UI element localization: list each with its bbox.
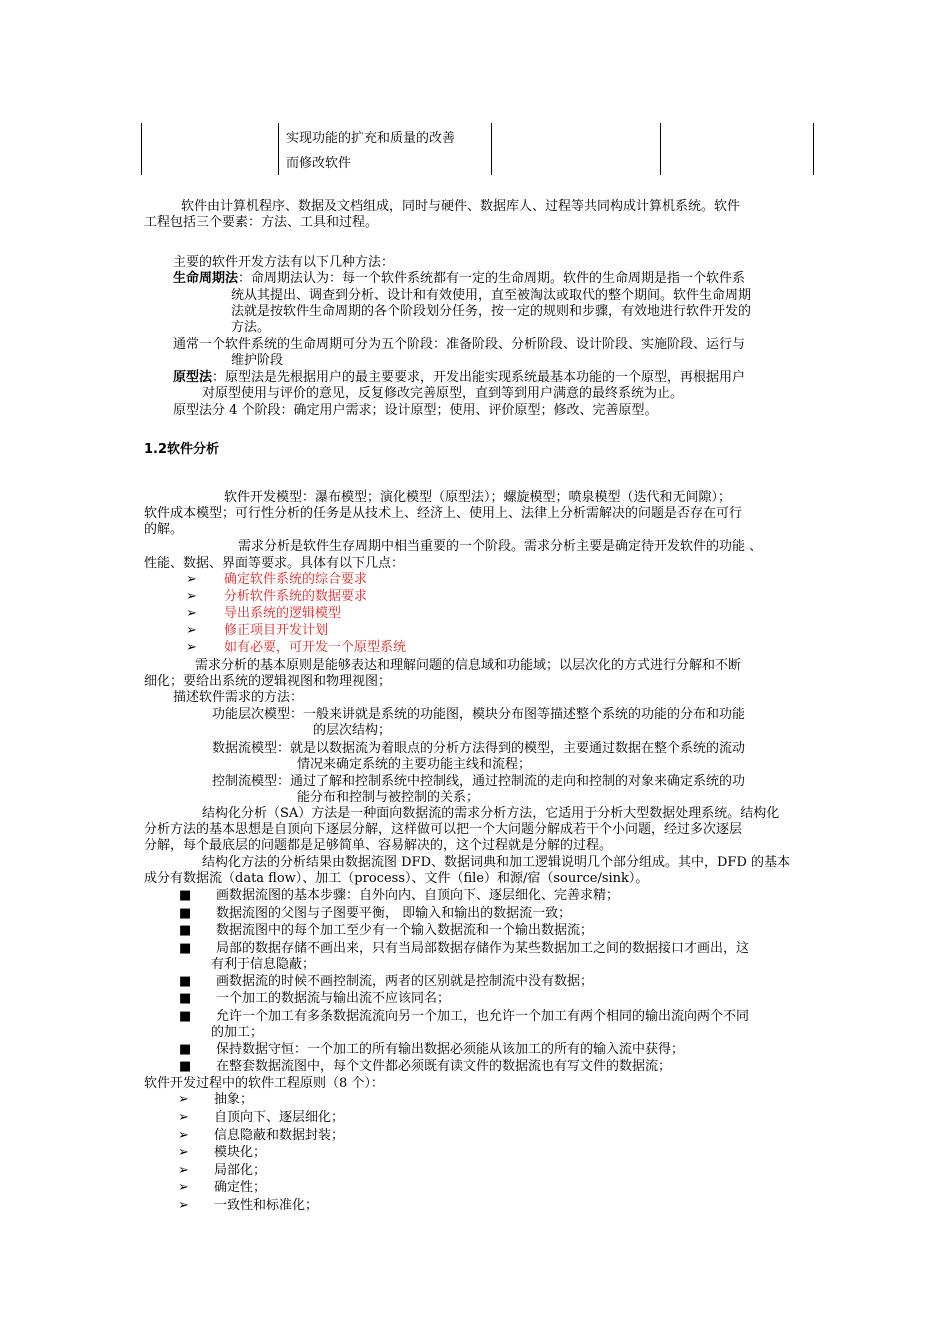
dfd-item-text: 画数据流的时候不画控制流，两者的区别就是控制流中没有数据； [216,974,594,989]
dfd-item-text: 允许一个加工有多条数据流流向另一个加工，也允许一个加工有两个相同的输出流向两个不同 [216,1009,750,1024]
principle-item [178,1162,189,1179]
arrow-bullet-icon: ➢ [186,589,197,604]
lifecycle-line-2: 统从其提出、调查到分析、设计和有效使用，直至被淘汰或取代的整个期间。软件生命周期 [231,288,752,303]
models-line-3: 的解。 [144,522,184,537]
principle-item-text: 抽象； [214,1092,254,1107]
func-model-line-1: 功能层次模型：一般来讲就是系统的功能图，模块分布图等描述整个系统的功能的分布和功能 [212,707,746,722]
proto-steps: 原型法分 4 个阶段：确定用户需求；设计原型；使用、评价原型；修改、完善原型。 [173,403,658,418]
dfd-item [179,973,191,990]
models-line-2: 软件成本模型；可行性分析的任务是从技术上、经济上、使用上、法律上分析需解决的问题是否存在可行 [144,506,743,521]
arrow-bullet-icon: ➢ [178,1110,189,1125]
principle-item-text: 自顶向下、逐层细化； [214,1110,345,1125]
table-cell-line1: 实现功能的扩充和质量的改善 [286,131,456,146]
arrow-bullet-icon: ➢ [186,572,197,587]
proto-term: 原型法 [173,370,213,385]
dfd-item-text: 画数据流图的基本步骤：自外向内、自顶向下、逐层细化、完善求精； [216,888,620,903]
square-bullet-icon: ■ [179,941,192,956]
req-item [186,588,197,605]
table-border-3 [491,123,492,175]
models-line-1: 软件开发模型：瀑布模型；演化模型（原型法）；螺旋模型；喷泉模型（迭代和无间隙）； [224,490,732,505]
req-item-text: 修正项目开发计划 [224,623,329,638]
req-item-text: 确定软件系统的综合要求 [224,572,368,587]
principle-item [178,1127,189,1144]
principle-line-2: 细化；要给出系统的逻辑视图和物理视图； [144,674,392,689]
principle-item-text: 一致性和标准化； [214,1198,319,1213]
section-number: 1.2 [144,442,168,457]
sa-line-3: 分解，每个最底层的问题都是足够简单、容易解决的，这个过程就是分解的过程。 [144,838,613,853]
principle-item [178,1197,189,1214]
square-bullet-icon: ■ [179,991,192,1006]
lifecycle-term: 生命周期法 [173,271,239,286]
dfd-item-text: 一个加工的数据流与输出流不应该同名； [216,991,451,1006]
dfd-item [179,1041,191,1058]
dfd-item-text-cont: 的加工； [211,1025,264,1040]
principle-line-1: 需求分析的基本原则是能够表达和理解问题的信息域和功能域；以层次化的方式进行分解和不断 [195,658,742,673]
dfd-item-text: 数据流图中的每个加工至少有一个输入数据流和一个输出数据流； [216,923,594,938]
dfd-item [179,1058,191,1075]
dfd-item-text: 保持数据守恒：一个加工的所有输出数据必须能从该加工的所有的输入流中获得； [216,1042,685,1057]
req-item [186,622,197,639]
proto-text: ：原型法是先根据用户的最主要要求，开发出能实现系统最基本功能的一个原型，再根据用户 [212,370,746,385]
square-bullet-icon: ■ [179,906,192,921]
sa-result-line-2: 成分有数据流（data flow）、加工（process）、文件（file）和源/宿（source/sink）。 [144,871,649,886]
arrow-bullet-icon: ➢ [178,1163,189,1178]
sa-result-line-1: 结构化方法的分析结果由数据流图 DFD、数据词典和加工逻辑说明几个部分组成。其中，DFD 的基本 [202,855,790,870]
req-line-1: 需求分析是软件生存周期中相当重要的一个阶段。需求分析主要是确定待开发软件的功能 、 [238,539,763,554]
section-title: 软件分析 [167,442,220,457]
func-model-line-2: 的层次结构； [313,723,392,738]
principle-item [178,1109,189,1126]
square-bullet-icon: ■ [179,1042,192,1057]
square-bullet-icon: ■ [179,1009,192,1024]
lifecycle-line-4: 方法。 [231,320,271,335]
proto-line-2: 对原型使用与评价的意见，反复修改完善原型，直到等到用户满意的最终系统为止。 [202,386,684,401]
dfd-item [179,887,191,904]
square-bullet-icon: ■ [179,923,192,938]
principle-item [178,1091,189,1108]
arrow-bullet-icon: ➢ [178,1180,189,1195]
square-bullet-icon: ■ [179,1059,192,1074]
arrow-bullet-icon: ➢ [178,1198,189,1213]
arrow-bullet-icon: ➢ [178,1128,189,1143]
principles-heading: 软件开发过程中的软件工程原则（8 个）： [144,1076,384,1091]
principle-item-text: 信息隐蔽和数据封装； [214,1128,345,1143]
stages-line-2: 维护阶段 [231,353,284,368]
dfd-item-text: 数据流图的父图与子图要平衡， 即输入和输出的数据流一致； [216,906,572,921]
dfd-item [179,922,191,939]
principle-item [178,1144,189,1161]
intro-line-2: 工程包括三个要素：方法、工具和过程。 [144,215,379,230]
principle-item-text: 模块化； [214,1145,267,1160]
table-border-2 [278,123,279,175]
square-bullet-icon: ■ [179,974,192,989]
sa-line-1: 结构化分析（SA）方法是一种面向数据流的需求分析方法，它适用于分析大型数据处理系统。结构化 [202,806,780,821]
dfd-item [179,990,191,1007]
principle-item-text: 局部化； [214,1163,267,1178]
section-heading [144,441,219,458]
intro-line-1: 软件由计算机程序、数据及文档组成，同时与硬件、数据库人、过程等共同构成计算机系统。软件 [181,199,741,214]
lifecycle-line-1 [173,270,745,287]
dfd-item [179,905,191,922]
arrow-bullet-icon: ➢ [186,640,197,655]
table-border-1 [141,123,142,175]
proto-line-1 [173,369,745,386]
stages-line-1: 通常一个软件系统的生命周期可分为五个阶段：准备阶段、分析阶段、设计阶段、实施阶段、运行与 [173,337,746,352]
dfd-item-text: 局部的数据存储不画出来，只有当局部数据存储作为某些数据加工之间的数据接口才画出，这 [216,941,750,956]
dfd-item-text-cont: 有利于信息隐蔽； [211,957,316,972]
describe-heading: 描述软件需求的方法： [173,690,304,705]
square-bullet-icon: ■ [179,888,192,903]
table-border-5 [813,123,814,175]
arrow-bullet-icon: ➢ [178,1092,189,1107]
req-item [186,605,197,622]
req-item-text: 分析软件系统的数据要求 [224,589,368,604]
dfd-item [179,1008,191,1025]
principle-item-text: 确定性； [214,1180,267,1195]
dfm-line-2: 情况来确定系统的主要功能主线和流程； [297,757,532,772]
cfm-line-2: 能分布和控制与被控制的关系； [297,790,480,805]
arrow-bullet-icon: ➢ [186,606,197,621]
dfd-item [179,940,191,957]
table-border-4 [660,123,661,175]
req-item [186,639,197,656]
req-item-text: 如有必要，可开发一个原型系统 [224,640,407,655]
lifecycle-text: ：命周期法认为：每一个软件系统都有一定的生命周期。软件的生命周期是指一个软件系 [238,271,746,286]
table-cell-line2: 而修改软件 [286,156,352,171]
req-item [186,571,197,588]
principle-item [178,1179,189,1196]
req-line-2: 性能、数据、界面等要求。具体有以下几点： [144,556,405,571]
sa-line-2: 分析方法的基本思想是自顶向下逐层分解，这样做可以把一个大问题分解成若干个小问题，经过多次逐层 [144,822,743,837]
dfm-line-1: 数据流模型：就是以数据流为着眼点的分析方法得到的模型，主要通过数据在整个系统的流动 [212,741,746,756]
arrow-bullet-icon: ➢ [178,1145,189,1160]
arrow-bullet-icon: ➢ [186,623,197,638]
lifecycle-line-3: 法就是按软件生命周期的各个阶段划分任务，按一定的规则和步骤，有效地进行软件开发的 [231,304,752,319]
req-item-text: 导出系统的逻辑模型 [224,606,342,621]
methods-heading: 主要的软件开发方法有以下几种方法： [173,255,395,270]
cfm-line-1: 控制流模型：通过了解和控制系统中控制线，通过控制流的走向和控制的对象来确定系统的功 [212,774,746,789]
dfd-item-text: 在整套数据流图中，每个文件都必须既有读文件的数据流也有写文件的数据流； [216,1059,672,1074]
